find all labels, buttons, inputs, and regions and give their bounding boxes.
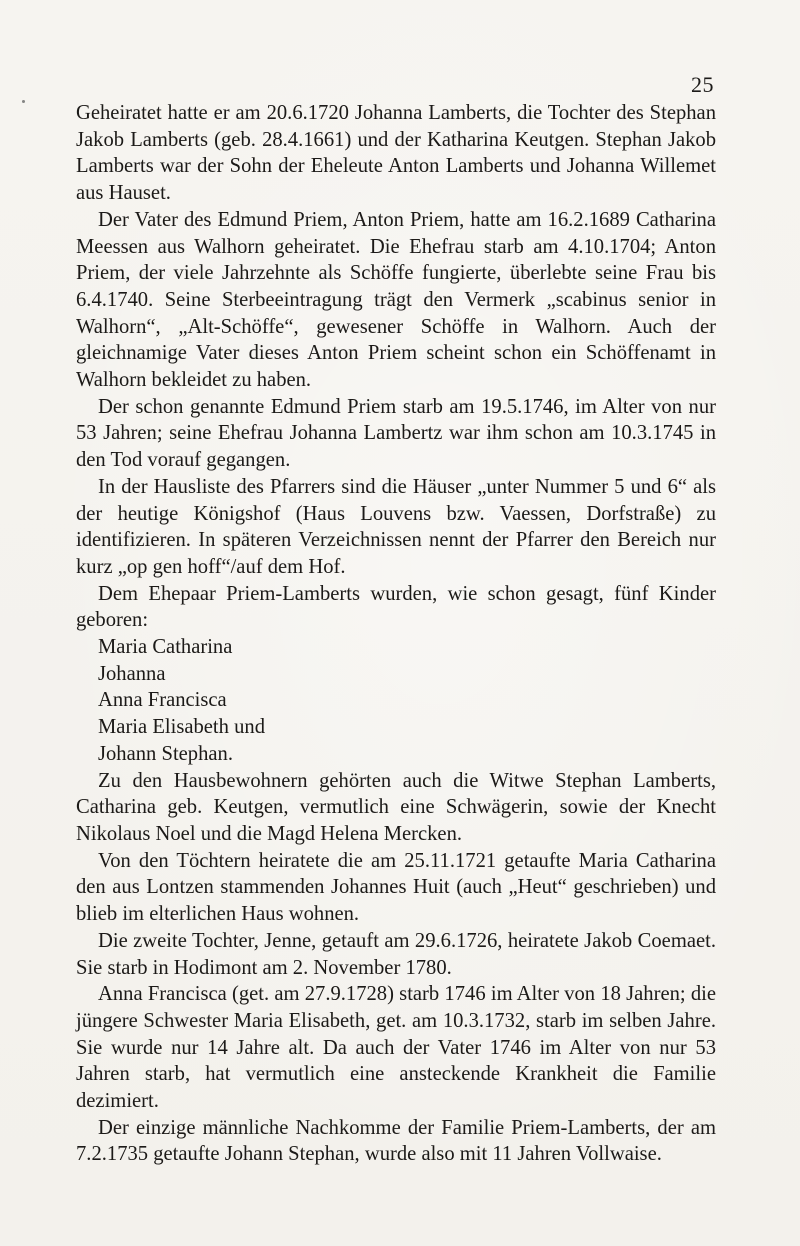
- paragraph-residents: Zu den Hausbewohnern gehörten auch die Witwe Stephan Lamberts, Catharina geb. Keutgen, vermutlich eine Schwägerin, sowie der Knecht Nikolaus Noel und die Magd Helena Mercken.: [76, 769, 716, 845]
- paragraph-death: Der schon genannte Edmund Priem starb am 19.5.1746, im Alter von nur 53 Jahren; seine Ehefrau Johanna Lambertz war ihm schon am 10.3.1745 in den Tod vorauf gegangen.: [76, 395, 716, 472]
- list-item: Anna Francisca: [98, 689, 227, 712]
- children-list: [76, 634, 716, 768]
- list-item: Johann Stephan.: [98, 742, 233, 765]
- scan-speck: [22, 100, 25, 103]
- paragraph-house-list: In der Hausliste des Pfarrers sind die Häuser „unter Nummer 5 und 6“ als der heutige Königshof (Haus Louvens bzw. Vaessen, Dorfstraße) zu identifizieren. In späteren Verzeichnissen nennt der Pfarrer den Bereich nur kurz „op gen hoff“/auf dem Hof.: [76, 475, 716, 578]
- paragraph-only-son: Der einzige männliche Nachkomme der Familie Priem-Lamberts, der am 7.2.1735 getaufte Johann Stephan, wurde also mit 11 Jahren Vollwaise.: [76, 1116, 716, 1166]
- paragraph-second-daughter: Die zweite Tochter, Jenne, getauft am 29.6.1726, heiratete Jakob Coemaet. Sie starb in Hodimont am 2. November 1780.: [76, 929, 716, 979]
- body-text: [76, 100, 716, 1168]
- paragraph-marriage: Geheiratet hatte er am 20.6.1720 Johanna Lamberts, die Tochter des Stephan Jakob Lamberts (geb. 28.4.1661) und der Katharina Keutgen. Stephan Jakob Lamberts war der Sohn der Eheleute Anton Lamberts und Johanna Willemet aus Hauset.: [76, 102, 716, 205]
- paragraph-deaths-1746: Anna Francisca (get. am 27.9.1728) starb 1746 im Alter von 18 Jahren; die jüngere Schwester Maria Elisabeth, get. am 10.3.1732, starb im selben Jahre. Sie wurde nur 14 Jahre alt. Da auch der Vater 1746 im Alter von nur 53 Jahren starb, hat vermutlich eine ansteckende Krankheit die Familie dezimiert.: [76, 983, 716, 1113]
- list-item: Maria Catharina: [98, 636, 233, 659]
- paragraph-daughters: Von den Töchtern heiratete die am 25.11.1721 getaufte Maria Catharina den aus Lontzen stammenden Johannes Huit (auch „Heut“ geschrieben) und blieb im elterlichen Haus wohnen.: [76, 849, 716, 926]
- paragraph-children-intro: Dem Ehepaar Priem-Lamberts wurden, wie schon gesagt, fünf Kinder geboren:: [76, 582, 716, 632]
- list-item: Johanna: [98, 662, 166, 685]
- paragraph-father: Der Vater des Edmund Priem, Anton Priem, hatte am 16.2.1689 Catharina Meessen aus Walhorn geheiratet. Die Ehefrau starb am 4.10.1704; Anton Priem, der viele Jahrzehnte als Schöffe fungierte, überlebte seine Frau bis 6.4.1740. Seine Sterbeeintragung trägt den Vermerk „scabinus senior in Walhorn“, „Alt-Schöffe“, gewesener Schöffe in Walhorn. Auch der gleichnamige Vater dieses Anton Priem scheint schon ein Schöffenamt in Walhorn bekleidet zu haben.: [76, 208, 716, 392]
- page-number: 25: [691, 72, 714, 97]
- list-item: Maria Elisabeth und: [98, 716, 265, 739]
